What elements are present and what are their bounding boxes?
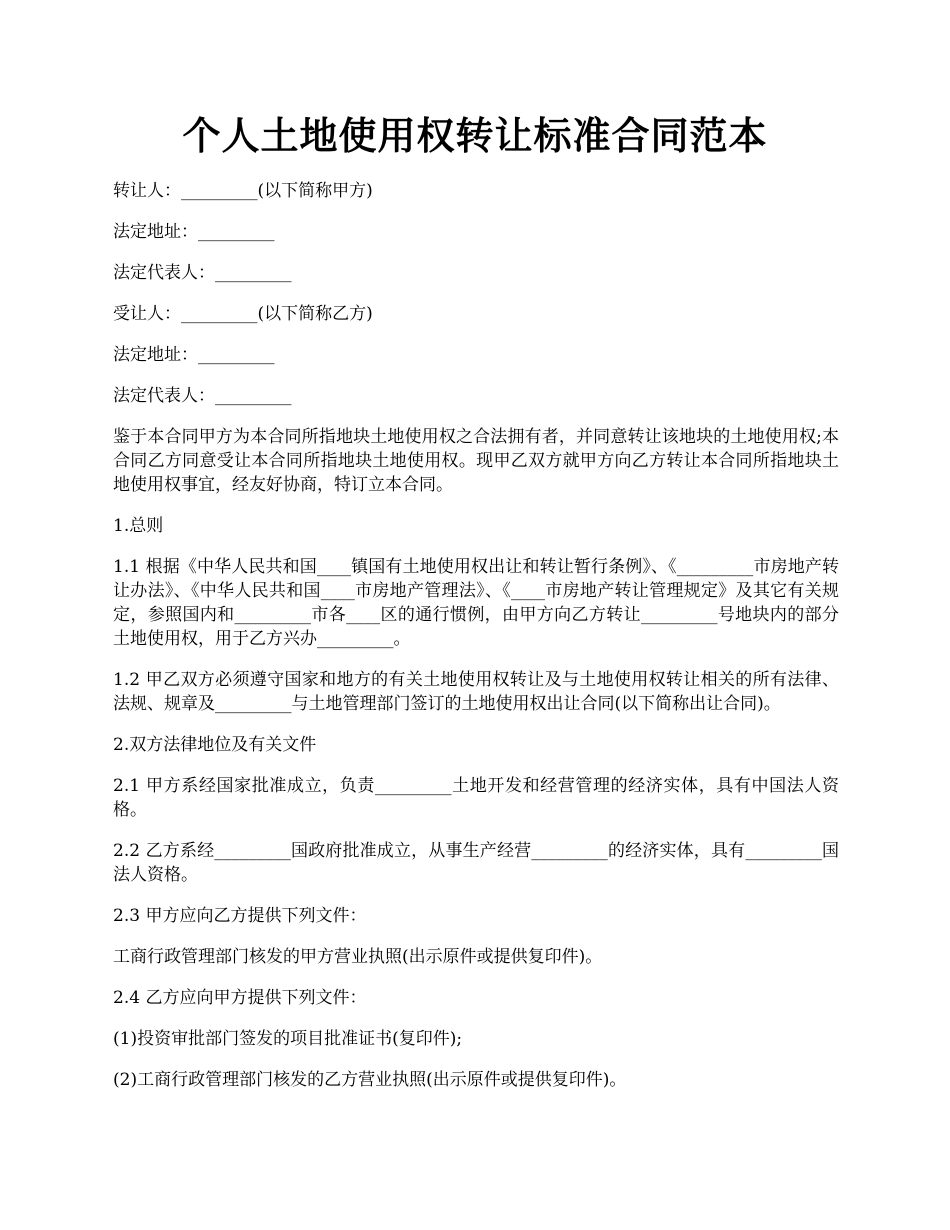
section-heading-general: 1.总则 <box>113 516 164 536</box>
section-heading-legal-status: 2.双方法律地位及有关文件 <box>113 735 317 755</box>
clause-2-1: 2.1 甲方系经国家批准成立，负责_________土地开发和经营管理的经济实体，具有中国法人资格。 <box>113 776 839 820</box>
transferee-representative-line: 法定代表人：_________ <box>113 386 292 406</box>
clause-1-2: 1.2 甲乙双方必须遵守国家和地方的有关土地使用权转让及与土地使用权转让相关的所有法律、法规、规章及_________与土地管理部门签订的土地使用权出让合同(以下简称出让合同)。 <box>113 670 839 714</box>
clause-2-4-item-2: (2)工商行政管理部门核发的乙方营业执照(出示原件或提供复印件)。 <box>113 1070 627 1090</box>
transferor-address-line: 法定地址：_________ <box>113 222 275 242</box>
document-body <box>113 179 839 1109</box>
clause-2-4: 2.4 乙方应向甲方提供下列文件： <box>113 988 367 1008</box>
transferor-representative-line: 法定代表人：_________ <box>113 263 292 283</box>
preamble-paragraph: 鉴于本合同甲方为本合同所指地块土地使用权之合法拥有者，并同意转让该地块的土地使用权;本合同乙方同意受让本合同所指地块土地使用权。现甲乙双方就甲方向乙方转让本合同所指地块土地使用权事宜，经友好协商，特订立本合同。 <box>113 427 839 495</box>
clause-2-4-item-1: (1)投资审批部门签发的项目批准证书(复印件); <box>113 1029 463 1049</box>
document-title: 个人土地使用权转让标准合同范本 <box>182 113 768 158</box>
transferee-address-line: 法定地址：_________ <box>113 345 275 365</box>
transferor-line: 转让人：_________(以下简称甲方) <box>113 181 373 201</box>
clause-2-3-item: 工商行政管理部门核发的甲方营业执照(出示原件或提供复印件)。 <box>113 947 603 967</box>
clause-2-3: 2.3 甲方应向乙方提供下列文件： <box>113 906 367 926</box>
clause-2-2: 2.2 乙方系经_________国政府批准成立，从事生产经营_________的经济实体，具有_________国法人资格。 <box>113 841 839 885</box>
clause-1-1: 1.1 根据《中华人民共和国____镇国有土地使用权出让和转让暂行条例》、《_________市房地产转让办法》、《中华人民共和国____市房地产管理法》、《____市房地产转让管理规定》及其它有关规定，参照国内和_________市各____区的通行惯例，由甲方向乙方转让_________号地块内的部分土地使用权，用于乙方兴办_________。 <box>113 557 839 649</box>
transferee-line: 受让人：_________(以下简称乙方) <box>113 304 373 324</box>
